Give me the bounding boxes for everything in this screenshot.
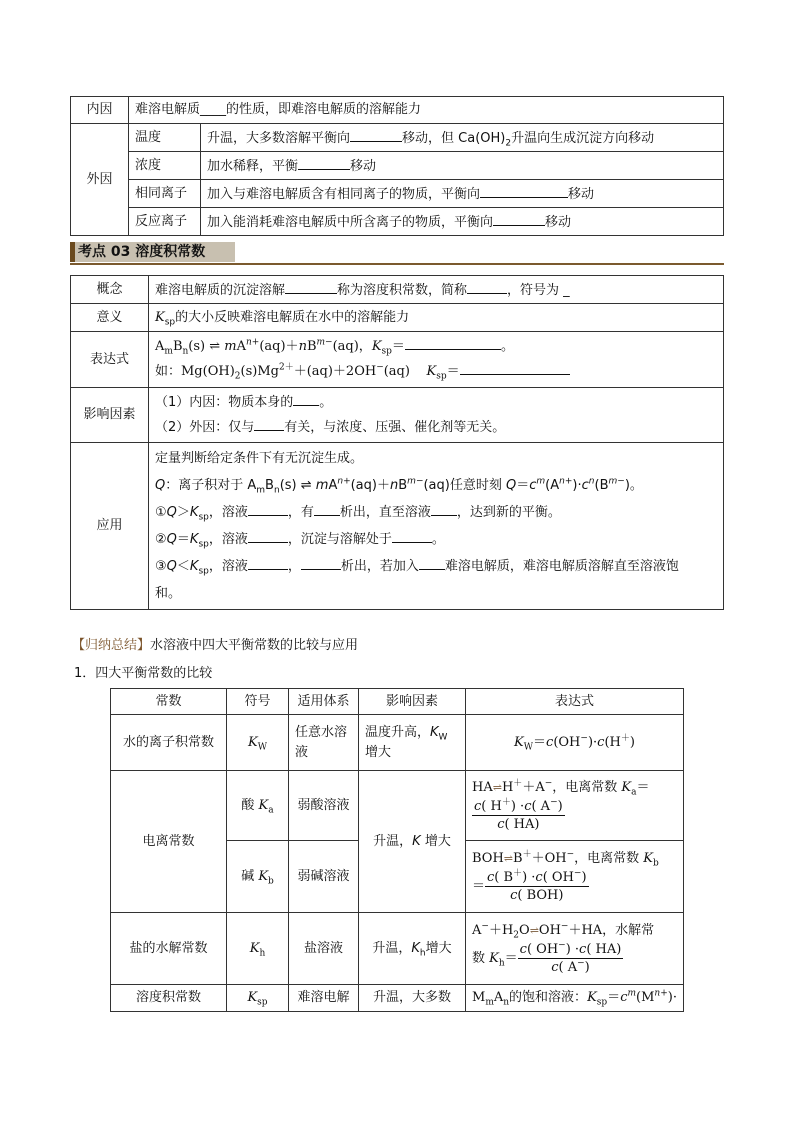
subheading: 1．四大平衡常数的比较 (74, 666, 213, 681)
constant-system: 任意水溶液 (289, 715, 359, 771)
cell-label: 外因 (71, 124, 129, 236)
header-cell: 符号 (227, 689, 289, 715)
constant-factor: 升温，大多数 (359, 985, 466, 1012)
constant-expression: $M_mA_n$的饱和溶液：$K_{sp}=c^m(M^{n+})\cdot$ (466, 985, 684, 1012)
section-heading (70, 241, 724, 265)
constant-symbol: $K_h$ (227, 913, 289, 985)
constant-expression: HA⇌H＋＋A−，电离常数 $K_a=$ $\frac{c( H^+) \cdot c( A^-)}{c( HA)}$ (466, 771, 684, 841)
constant-symbol: 碱 $K_b$ (227, 841, 289, 913)
cell-sub: 温度 (129, 124, 201, 152)
summary-title: 【归纳总结】水溶液中四大平衡常数的比较与应用 (72, 638, 359, 653)
ion-product-line: Q：离子积对于 $A_mB_n(s)$ ⇌ $mA^{n+}(aq)+nB^{m-}(aq)$任意时刻 $Q=c^m(A^{n+})\cdot c^n(B^{m-})$。 (155, 476, 643, 496)
cell-text: $A_mB_n(s)$ ⇌ $mA^{n+}(aq)+nB^{m-}(aq)$，$K_{sp}=$ 。 如：$Mg(OH)_2(s)Mg^{2+}+(aq)+2OH^-(aq)$ $K_{sp}=$ (149, 332, 724, 388)
cell-text: 加入与难溶电解质含有相同离子的物质，平衡向 移动 (201, 180, 724, 208)
cell-sub: 反应离子 (129, 208, 201, 236)
cell-text: 难溶电解质____的性质，即难溶电解质的溶解能力 (129, 97, 724, 124)
cell-text: 加入能消耗难溶电解质中所含离子的物质，平衡向 移动 (201, 208, 724, 236)
cell-label: 影响因素 (71, 388, 149, 443)
constant-symbol: 酸 $K_a$ (227, 771, 289, 841)
expression-example: 如：$Mg(OH)_2(s)Mg^{2+}+(aq)+2OH^-(aq)$ $K_{sp}=$ (155, 362, 460, 382)
constant-expression: $K_W=c(OH^-)\cdot c(H^+)$ (466, 715, 684, 771)
constant-factor: 温度升高，$K_W$增大 (359, 715, 466, 771)
constant-factor: 升温，$K_h$增大 (359, 913, 466, 985)
cell-text: $K_{sp}$的大小反映难溶电解质在水中的溶解能力 (149, 304, 724, 332)
constant-system: 盐溶液 (289, 913, 359, 985)
constants-comparison-table (110, 688, 684, 1012)
constant-name: 电离常数 (111, 771, 227, 913)
constant-factor: 升温，K 增大 (359, 771, 466, 913)
constant-expression: $A^-+H_2O\rightleftharpoons OH^-+HA$，水解常 数 $K_h=$ $\frac{c( OH^-) \cdot c( HA)}{c( A^-)}$ (466, 913, 684, 985)
header-cell: 表达式 (466, 689, 684, 715)
constant-system: 弱碱溶液 (289, 841, 359, 913)
constant-system: 弱酸溶液 (289, 771, 359, 841)
constant-name: 盐的水解常数 (111, 913, 227, 985)
cell-label: 内因 (71, 97, 129, 124)
cell-text: 升温，大多数溶解平衡向 移动，但 $Ca(OH)_2$升温向生成沉淀方向移动 (201, 124, 724, 152)
heading-title: 考点 03 溶度积常数 (78, 244, 206, 260)
constant-name: 溶度积常数 (111, 985, 227, 1012)
constant-expression: BOH⇌B＋＋OH−，电离常数 $K_b$ ＝ $\frac{c( B^+) \cdot c( OH^-)}{\text{c( BOH)}}$ (466, 841, 684, 913)
constant-symbol: $K_{sp}$ (227, 985, 289, 1012)
header-cell: 适用体系 (289, 689, 359, 715)
cell-label: 概念 (71, 276, 149, 304)
cell-sub: 相同离子 (129, 180, 201, 208)
ksp-table (70, 275, 724, 610)
constant-symbol: $K_W$ (227, 715, 289, 771)
cell-text: 加水稀释，平衡 移动 (201, 152, 724, 180)
cell-label: 意义 (71, 304, 149, 332)
constant-name: 水的离子积常数 (111, 715, 227, 771)
heading-bar (70, 242, 75, 262)
cell-label: 表达式 (71, 332, 149, 388)
expression-line: $A_mB_n(s)$ ⇌ $mA^{n+}(aq)+nB^{m-}(aq)$，$K_{sp}=$ (155, 337, 405, 357)
constant-system: 难溶电解 (289, 985, 359, 1012)
influence-factors-table (70, 96, 724, 236)
cell-text: 难溶电解质的沉淀溶解 称为溶度积常数，简称 ，符号为 _ (149, 276, 724, 304)
cell-sub: 浓度 (129, 152, 201, 180)
cell-text: 定量判断给定条件下有无沉淀生成。 Q：离子积对于 $A_mB_n(s)$ ⇌ $mA^{n+}(aq)+nB^{m-}(aq)$任意时刻 $Q=c^m(A^{n+})\cdot c^n(B^{m-})$。 $①Q>K_{sp}$，溶液 ，有 析出，直至溶液 ，达到新的平衡。 $②Q=K_{sp}$，溶液 ，沉淀与溶解处于 。 $③Q<K_{sp}$，溶液 ， 析出，若加入 难溶电解质，难溶电解质溶解直至溶液饱 和。 (149, 443, 724, 610)
header-cell: 影响因素 (359, 689, 466, 715)
cell-label: 应用 (71, 443, 149, 610)
header-cell: 常数 (111, 689, 227, 715)
cell-text: （1）内因：物质本身的 。 （2）外因：仅与 有关，与浓度、压强、催化剂等无关。 (149, 388, 724, 443)
